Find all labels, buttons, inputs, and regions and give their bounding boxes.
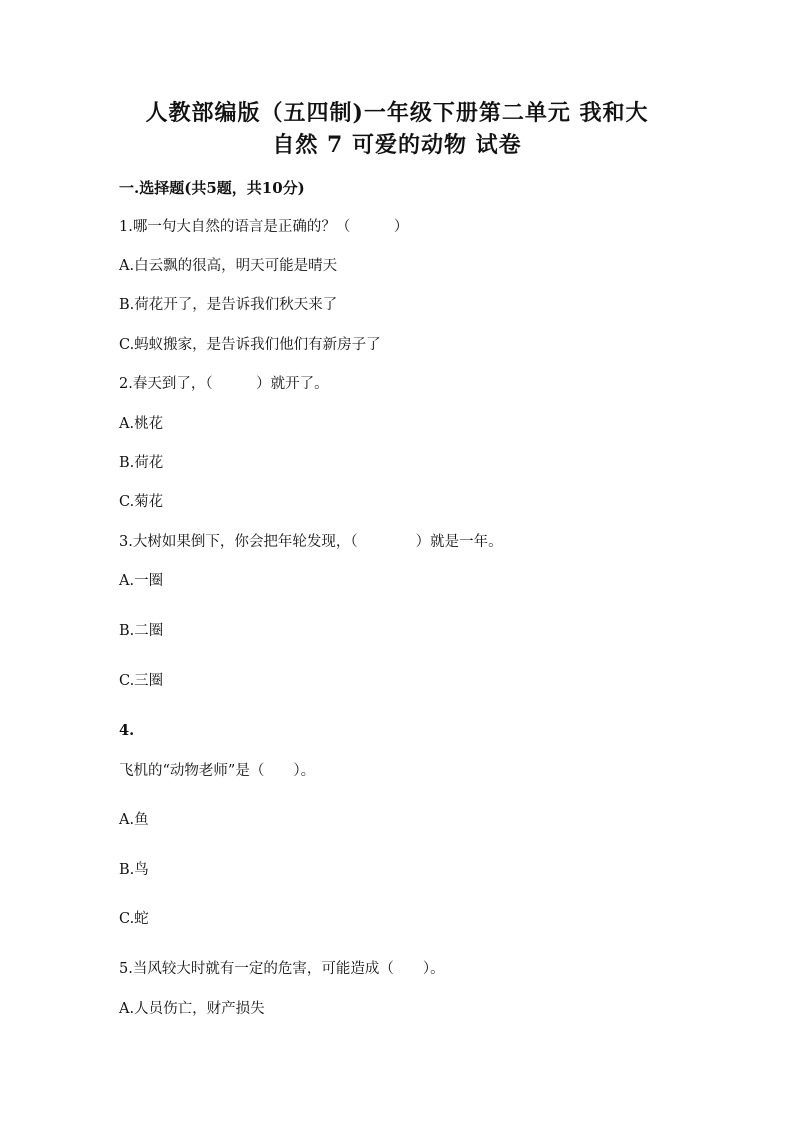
page-title-line-2: 自然 7 可爱的动物 试卷 (272, 132, 522, 158)
question-1-option-c: C.蚂蚁搬家，是告诉我们他们有新房子了 (119, 337, 381, 353)
question-4-option-b: B.鸟 (119, 862, 149, 878)
question-4-stem: 飞机的“动物老师”是（ ）。 (119, 763, 316, 779)
question-4-option-c: C.蛇 (119, 911, 149, 927)
question-3-option-b: B.二圈 (119, 623, 164, 639)
section-heading: 一.选择题(共5题，共10分) (119, 179, 305, 197)
question-4-number: 4. (119, 722, 135, 739)
question-2-stem: 2.春天到了，（ ）就开了。 (119, 376, 329, 392)
question-2-option-b: B.荷花 (119, 455, 164, 471)
question-1-option-b: B.荷花开了，是告诉我们秋天来了 (119, 297, 338, 313)
question-5-option-a: A.人员伤亡，财产损失 (119, 1001, 265, 1017)
question-5-stem: 5.当风较大时就有一定的危害，可能造成（ ）。 (119, 961, 445, 977)
question-3-option-a: A.一圈 (119, 573, 164, 589)
question-2-option-a: A.桃花 (119, 416, 164, 432)
question-3-stem: 3.大树如果倒下，你会把年轮发现，（ ）就是一年。 (119, 534, 503, 550)
question-1-option-a: A.白云飘的很高，明天可能是晴天 (119, 258, 338, 274)
question-1-stem: 1.哪一句大自然的语言是正确的？（ ） (119, 219, 409, 235)
question-2-option-c: C.菊花 (119, 494, 164, 510)
question-3-option-c: C.三圈 (119, 673, 164, 689)
question-4-option-a: A.鱼 (119, 812, 149, 828)
page-title-line-1: 人教部编版（五四制)一年级下册第二单元 我和大 (145, 100, 649, 126)
